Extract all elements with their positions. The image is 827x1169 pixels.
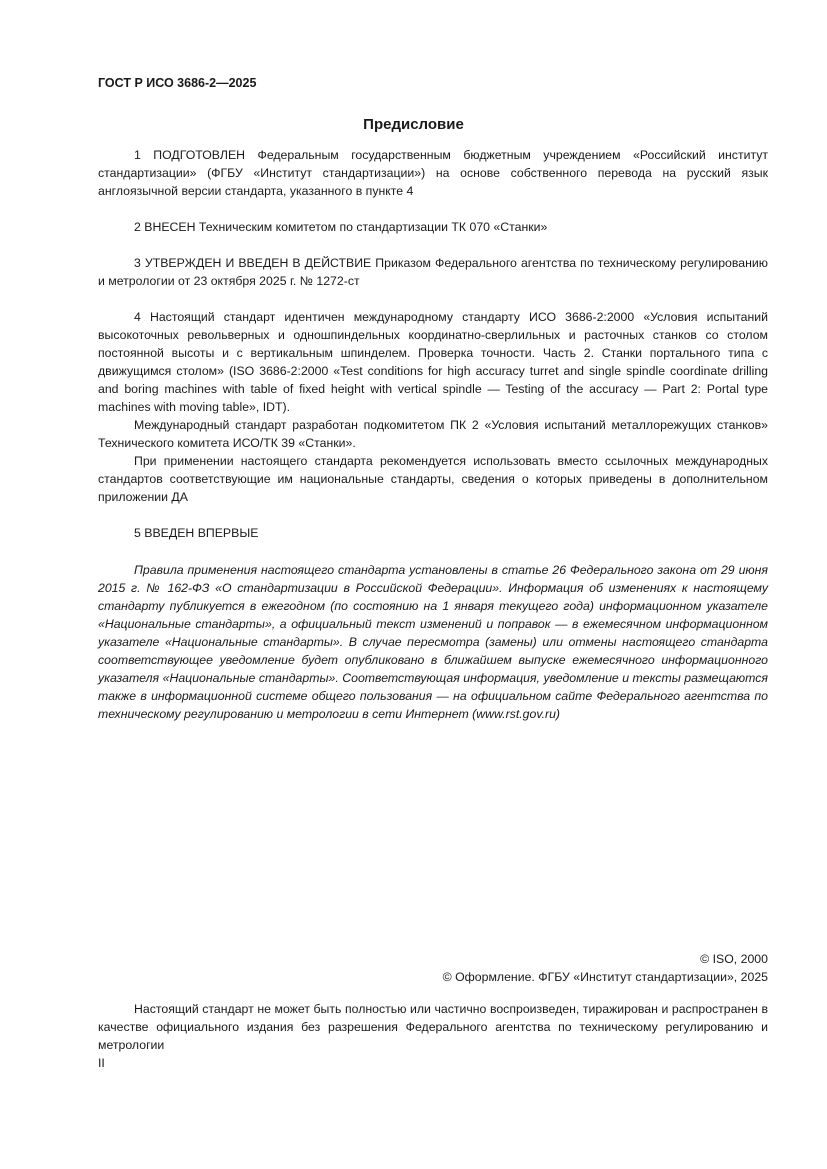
reproduction-notice: Настоящий стандарт не может быть полностью или частично воспроизведен, тиражирован и распространен в качестве официального издания без разрешения Федерального агентства по техническому регулированию и метрологии bbox=[98, 1002, 768, 1052]
copyright-iso: © ISO, 2000 bbox=[700, 952, 768, 966]
section-4-application: При применении настоящего стандарта рекомендуется использовать вместо ссылочных международных стандартов соответствующие им национальные стандарты, сведения о которых приведены в дополнительном приложении ДА bbox=[98, 454, 768, 504]
document-header: ГОСТ Р ИСО 3686-2—2025 bbox=[98, 76, 257, 90]
application-rules-notice: Правила применения настоящего стандарта установлены в статье 26 Федерального закона от 29 июня 2015 г. № 162-ФЗ «О стандартизации в Российской Федерации». Информация об изменениях к настоящему стандарту публикуется в ежегодном (по состоянию на 1 января текущего года) информационном указателе «Национальные стандарты», а официальный текст изменений и поправок — в ежемесячном информационном указателе «Национальные стандарты». В случае пересмотра (замены) или отмены настоящего стандарта соответствующее уведомление будет опубликовано в ближайшем выпуске ежемесячного информационного указателя «Национальные стандарты». Соответствующая информация, уведомление и тексты размещаются также в информационной системе общего пользования — на официальном сайте Федерального агентства по техническому регулированию и метрологии в сети Интернет (www.rst.gov.ru) bbox=[98, 563, 768, 721]
foreword-body bbox=[98, 146, 768, 542]
page-title: Предисловие bbox=[363, 116, 464, 133]
section-3: 3 УТВЕРЖДЕН И ВВЕДЕН В ДЕЙСТВИЕ Приказом Федерального агентства по техническому регулированию и метрологии от 23 октября 2025 г. № 1272-ст bbox=[98, 256, 768, 288]
section-1: 1 ПОДГОТОВЛЕН Федеральным государственным бюджетным учреждением «Российский институт стандартизации» (ФГБУ «Институт стандартизации») на основе собственного перевода на русский язык англоязычной версии стандарта, указанного в пункте 4 bbox=[98, 148, 768, 198]
copyright-block bbox=[443, 950, 768, 986]
section-4-subcommittee: Международный стандарт разработан подкомитетом ПК 2 «Условия испытаний металлорежущих станков» Технического комитета ИСО/ТК 39 «Станки». bbox=[98, 418, 768, 450]
section-4: 4 Настоящий стандарт идентичен международному стандарту ИСО 3686-2:2000 «Условия испытаний высокоточных револьверных и одношпиндельных координатно-сверлильных и расточных станков со столом постоянной высоты и с вертикальным шпинделем. Проверка точности. Часть 2. Станки портального типа с движущимся столом» (ISO 3686-2:2000 «Test conditions for high accuracy turret and single spindle coordinate drilling and boring machines with table of fixed height with vertical spindle — Testing of the accuracy — Part 2: Portal type machines with moving table», IDT). bbox=[98, 310, 768, 414]
section-2: 2 ВНЕСЕН Техническим комитетом по стандартизации ТК 070 «Станки» bbox=[134, 220, 548, 234]
copyright-design: © Оформление. ФГБУ «Институт стандартизации», 2025 bbox=[442, 970, 768, 984]
section-5: 5 ВВЕДЕН ВПЕРВЫЕ bbox=[134, 526, 259, 540]
page-number: II bbox=[98, 1056, 105, 1070]
